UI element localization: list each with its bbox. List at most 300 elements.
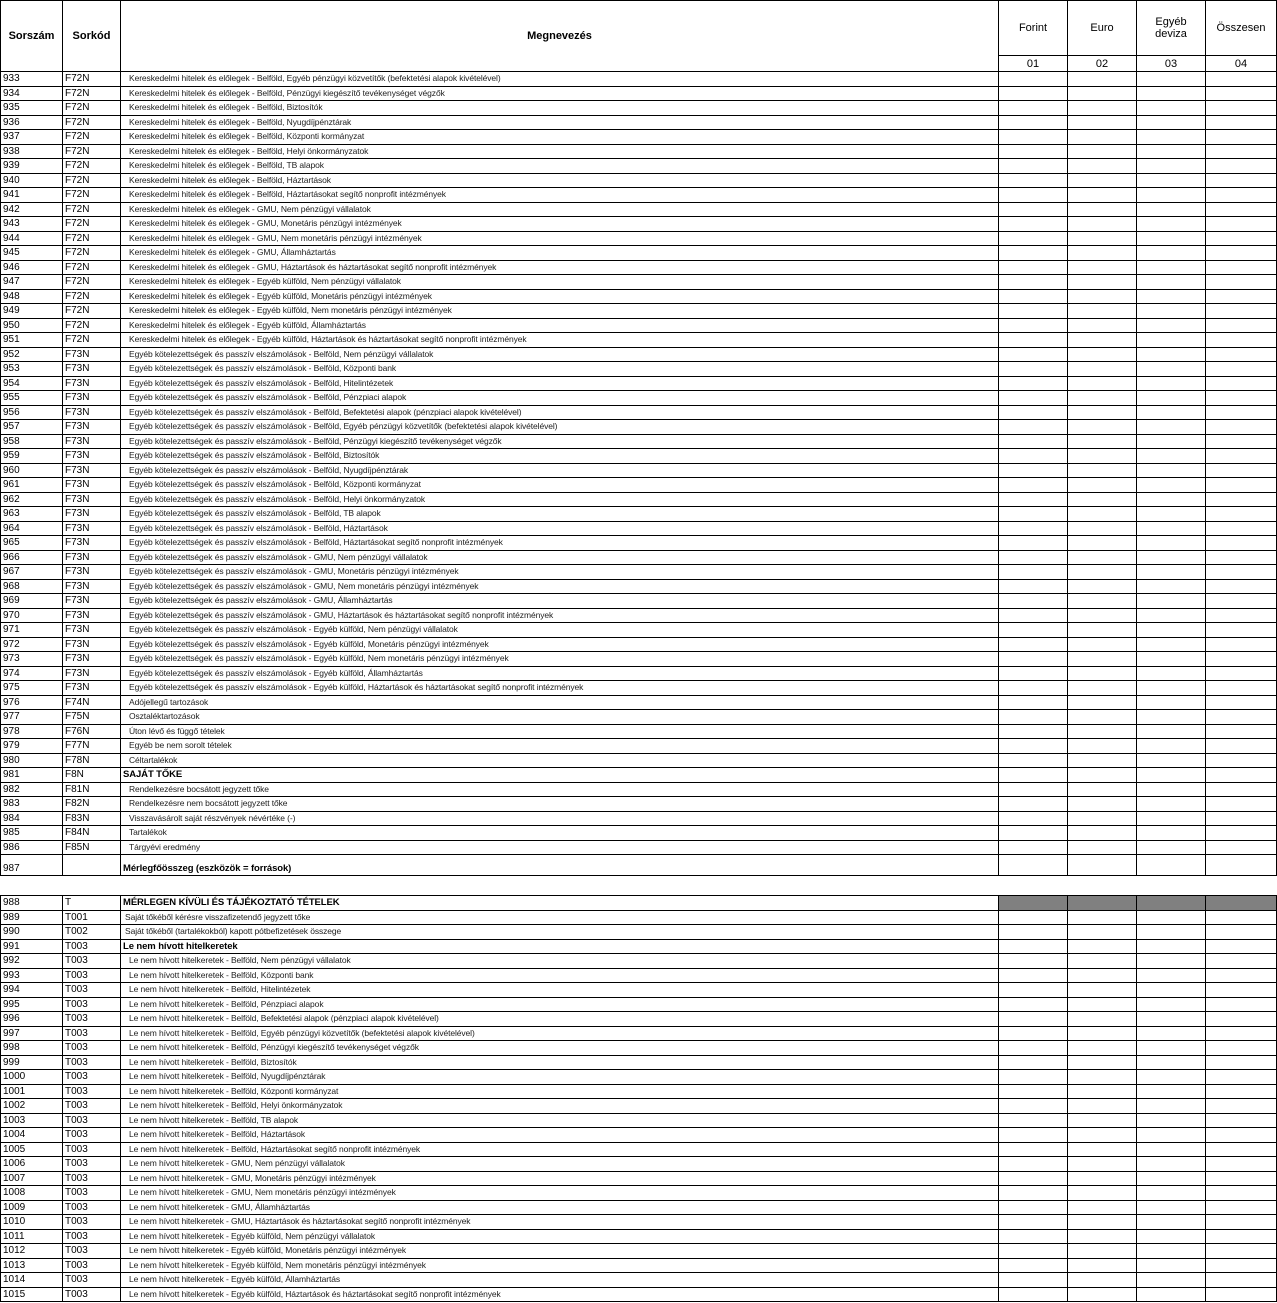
- value-cell[interactable]: [1206, 1099, 1277, 1114]
- value-cell[interactable]: [1137, 710, 1206, 725]
- value-cell[interactable]: [999, 333, 1068, 348]
- value-cell[interactable]: [1068, 1128, 1137, 1143]
- value-cell[interactable]: [1068, 1273, 1137, 1288]
- value-cell[interactable]: [1068, 434, 1137, 449]
- value-cell[interactable]: [999, 724, 1068, 739]
- value-cell[interactable]: [1137, 753, 1206, 768]
- value-cell[interactable]: [1068, 260, 1137, 275]
- value-cell[interactable]: [999, 1273, 1068, 1288]
- value-cell[interactable]: [1137, 1244, 1206, 1259]
- value-cell[interactable]: [999, 347, 1068, 362]
- value-cell[interactable]: [1068, 144, 1137, 159]
- value-cell[interactable]: [999, 608, 1068, 623]
- value-cell[interactable]: [1068, 695, 1137, 710]
- value-cell[interactable]: [1137, 391, 1206, 406]
- value-cell[interactable]: [1206, 159, 1277, 174]
- value-cell[interactable]: [1137, 1287, 1206, 1302]
- value-cell[interactable]: [1137, 1200, 1206, 1215]
- value-cell[interactable]: [1137, 1258, 1206, 1273]
- value-cell[interactable]: [1068, 72, 1137, 87]
- value-cell[interactable]: [999, 289, 1068, 304]
- value-cell[interactable]: [1137, 304, 1206, 319]
- value-cell[interactable]: [1068, 939, 1137, 954]
- value-cell[interactable]: [1206, 782, 1277, 797]
- value-cell[interactable]: [1068, 173, 1137, 188]
- value-cell[interactable]: [1206, 1084, 1277, 1099]
- value-cell[interactable]: [999, 217, 1068, 232]
- value-cell[interactable]: [999, 1012, 1068, 1027]
- value-cell[interactable]: [1068, 1084, 1137, 1099]
- value-cell[interactable]: [1137, 724, 1206, 739]
- value-cell[interactable]: [1206, 101, 1277, 116]
- value-cell[interactable]: [1137, 925, 1206, 940]
- value-cell[interactable]: [1206, 333, 1277, 348]
- value-cell[interactable]: [1068, 101, 1137, 116]
- value-cell[interactable]: [1068, 449, 1137, 464]
- value-cell[interactable]: [999, 1200, 1068, 1215]
- value-cell[interactable]: [1137, 954, 1206, 969]
- value-cell[interactable]: [999, 695, 1068, 710]
- value-cell[interactable]: [999, 1229, 1068, 1244]
- value-cell[interactable]: [999, 797, 1068, 812]
- value-cell[interactable]: [999, 1113, 1068, 1128]
- value-cell[interactable]: [1137, 115, 1206, 130]
- value-cell[interactable]: [1068, 1070, 1137, 1085]
- value-cell[interactable]: [999, 188, 1068, 203]
- value-cell[interactable]: [1068, 1099, 1137, 1114]
- value-cell[interactable]: [999, 1142, 1068, 1157]
- value-cell[interactable]: [1137, 1273, 1206, 1288]
- value-cell[interactable]: [1068, 997, 1137, 1012]
- value-cell[interactable]: [1206, 954, 1277, 969]
- value-cell[interactable]: [1206, 420, 1277, 435]
- value-cell[interactable]: [999, 939, 1068, 954]
- value-cell[interactable]: [1068, 521, 1137, 536]
- value-cell[interactable]: [1137, 275, 1206, 290]
- value-cell[interactable]: [999, 72, 1068, 87]
- value-cell[interactable]: [1068, 782, 1137, 797]
- value-cell[interactable]: [1206, 347, 1277, 362]
- value-cell[interactable]: [1206, 130, 1277, 145]
- value-cell[interactable]: [1137, 1084, 1206, 1099]
- value-cell[interactable]: [1068, 246, 1137, 261]
- value-cell[interactable]: [1137, 997, 1206, 1012]
- value-cell[interactable]: [1206, 188, 1277, 203]
- value-cell[interactable]: [1137, 1041, 1206, 1056]
- value-cell[interactable]: [999, 954, 1068, 969]
- value-cell[interactable]: [1068, 318, 1137, 333]
- value-cell[interactable]: [1206, 521, 1277, 536]
- value-cell[interactable]: [1137, 72, 1206, 87]
- value-cell[interactable]: [1206, 710, 1277, 725]
- value-cell[interactable]: [1137, 536, 1206, 551]
- value-cell[interactable]: [1206, 405, 1277, 420]
- value-cell[interactable]: [1137, 565, 1206, 580]
- value-cell[interactable]: [1206, 144, 1277, 159]
- value-cell[interactable]: [1206, 246, 1277, 261]
- value-cell[interactable]: [1206, 86, 1277, 101]
- value-cell[interactable]: [1137, 1215, 1206, 1230]
- value-cell[interactable]: [1206, 1157, 1277, 1172]
- value-cell[interactable]: [1206, 376, 1277, 391]
- value-cell[interactable]: [1068, 231, 1137, 246]
- value-cell[interactable]: [999, 910, 1068, 925]
- value-cell[interactable]: [1206, 939, 1277, 954]
- value-cell[interactable]: [1068, 130, 1137, 145]
- value-cell[interactable]: [1068, 1229, 1137, 1244]
- value-cell[interactable]: [1137, 811, 1206, 826]
- value-cell[interactable]: [1068, 492, 1137, 507]
- value-cell[interactable]: [999, 362, 1068, 377]
- value-cell[interactable]: [1068, 724, 1137, 739]
- value-cell[interactable]: [999, 144, 1068, 159]
- value-cell[interactable]: [999, 420, 1068, 435]
- value-cell[interactable]: [1137, 594, 1206, 609]
- value-cell[interactable]: [1137, 1113, 1206, 1128]
- value-cell[interactable]: [999, 1070, 1068, 1085]
- value-cell[interactable]: [999, 463, 1068, 478]
- value-cell[interactable]: [999, 1099, 1068, 1114]
- value-cell[interactable]: [1068, 797, 1137, 812]
- value-cell[interactable]: [999, 246, 1068, 261]
- value-cell[interactable]: [1137, 333, 1206, 348]
- value-cell[interactable]: [1068, 896, 1137, 911]
- value-cell[interactable]: [1068, 536, 1137, 551]
- value-cell[interactable]: [1206, 1142, 1277, 1157]
- value-cell[interactable]: [999, 983, 1068, 998]
- value-cell[interactable]: [1068, 594, 1137, 609]
- value-cell[interactable]: [1206, 1229, 1277, 1244]
- value-cell[interactable]: [1068, 347, 1137, 362]
- value-cell[interactable]: [1137, 695, 1206, 710]
- value-cell[interactable]: [1137, 826, 1206, 841]
- value-cell[interactable]: [1206, 637, 1277, 652]
- value-cell[interactable]: [1206, 72, 1277, 87]
- value-cell[interactable]: [1137, 144, 1206, 159]
- value-cell[interactable]: [999, 550, 1068, 565]
- value-cell[interactable]: [1206, 968, 1277, 983]
- value-cell[interactable]: [1206, 695, 1277, 710]
- value-cell[interactable]: [999, 391, 1068, 406]
- value-cell[interactable]: [999, 1258, 1068, 1273]
- value-cell[interactable]: [1137, 1026, 1206, 1041]
- value-cell[interactable]: [999, 753, 1068, 768]
- value-cell[interactable]: [1068, 1200, 1137, 1215]
- value-cell[interactable]: [1068, 681, 1137, 696]
- value-cell[interactable]: [1206, 449, 1277, 464]
- value-cell[interactable]: [1137, 1128, 1206, 1143]
- value-cell[interactable]: [1206, 1128, 1277, 1143]
- value-cell[interactable]: [1206, 896, 1277, 911]
- value-cell[interactable]: [1137, 1099, 1206, 1114]
- value-cell[interactable]: [999, 710, 1068, 725]
- value-cell[interactable]: [999, 115, 1068, 130]
- value-cell[interactable]: [1206, 1258, 1277, 1273]
- value-cell[interactable]: [1068, 768, 1137, 783]
- value-cell[interactable]: [1068, 652, 1137, 667]
- value-cell[interactable]: [1068, 840, 1137, 855]
- value-cell[interactable]: [999, 652, 1068, 667]
- value-cell[interactable]: [999, 666, 1068, 681]
- value-cell[interactable]: [1206, 115, 1277, 130]
- value-cell[interactable]: [1068, 376, 1137, 391]
- value-cell[interactable]: [1068, 826, 1137, 841]
- value-cell[interactable]: [1137, 637, 1206, 652]
- value-cell[interactable]: [1206, 681, 1277, 696]
- value-cell[interactable]: [1068, 391, 1137, 406]
- value-cell[interactable]: [1068, 289, 1137, 304]
- value-cell[interactable]: [999, 826, 1068, 841]
- value-cell[interactable]: [1068, 925, 1137, 940]
- value-cell[interactable]: [1137, 217, 1206, 232]
- value-cell[interactable]: [1206, 983, 1277, 998]
- value-cell[interactable]: [1137, 231, 1206, 246]
- value-cell[interactable]: [1137, 739, 1206, 754]
- value-cell[interactable]: [999, 101, 1068, 116]
- value-cell[interactable]: [1137, 405, 1206, 420]
- value-cell[interactable]: [1206, 910, 1277, 925]
- value-cell[interactable]: [1137, 608, 1206, 623]
- value-cell[interactable]: [1068, 608, 1137, 623]
- value-cell[interactable]: [1137, 434, 1206, 449]
- value-cell[interactable]: [999, 478, 1068, 493]
- value-cell[interactable]: [1206, 811, 1277, 826]
- value-cell[interactable]: [1068, 507, 1137, 522]
- value-cell[interactable]: [1137, 130, 1206, 145]
- value-cell[interactable]: [1206, 318, 1277, 333]
- value-cell[interactable]: [1206, 1287, 1277, 1302]
- value-cell[interactable]: [1206, 724, 1277, 739]
- value-cell[interactable]: [1206, 202, 1277, 217]
- value-cell[interactable]: [1068, 565, 1137, 580]
- value-cell[interactable]: [999, 86, 1068, 101]
- value-cell[interactable]: [1206, 463, 1277, 478]
- value-cell[interactable]: [999, 536, 1068, 551]
- value-cell[interactable]: [1137, 983, 1206, 998]
- value-cell[interactable]: [1206, 623, 1277, 638]
- value-cell[interactable]: [1068, 739, 1137, 754]
- value-cell[interactable]: [1206, 391, 1277, 406]
- value-cell[interactable]: [1068, 983, 1137, 998]
- value-cell[interactable]: [999, 782, 1068, 797]
- value-cell[interactable]: [1137, 666, 1206, 681]
- value-cell[interactable]: [1137, 101, 1206, 116]
- value-cell[interactable]: [999, 434, 1068, 449]
- value-cell[interactable]: [1068, 1026, 1137, 1041]
- value-cell[interactable]: [1068, 1244, 1137, 1259]
- value-cell[interactable]: [999, 202, 1068, 217]
- value-cell[interactable]: [999, 1084, 1068, 1099]
- value-cell[interactable]: [999, 275, 1068, 290]
- value-cell[interactable]: [1137, 521, 1206, 536]
- value-cell[interactable]: [1068, 1012, 1137, 1027]
- value-cell[interactable]: [1206, 997, 1277, 1012]
- value-cell[interactable]: [1068, 753, 1137, 768]
- value-cell[interactable]: [999, 1186, 1068, 1201]
- value-cell[interactable]: [999, 681, 1068, 696]
- value-cell[interactable]: [1137, 681, 1206, 696]
- value-cell[interactable]: [1068, 115, 1137, 130]
- value-cell[interactable]: [1068, 1171, 1137, 1186]
- value-cell[interactable]: [999, 968, 1068, 983]
- value-cell[interactable]: [1068, 463, 1137, 478]
- value-cell[interactable]: [999, 1128, 1068, 1143]
- value-cell[interactable]: [1206, 1273, 1277, 1288]
- value-cell[interactable]: [1206, 739, 1277, 754]
- value-cell[interactable]: [1206, 173, 1277, 188]
- value-cell[interactable]: [1206, 855, 1277, 876]
- value-cell[interactable]: [1206, 1055, 1277, 1070]
- value-cell[interactable]: [1206, 550, 1277, 565]
- value-cell[interactable]: [1137, 1070, 1206, 1085]
- value-cell[interactable]: [1137, 347, 1206, 362]
- value-cell[interactable]: [1206, 1041, 1277, 1056]
- value-cell[interactable]: [1206, 1070, 1277, 1085]
- value-cell[interactable]: [1206, 1113, 1277, 1128]
- value-cell[interactable]: [1137, 449, 1206, 464]
- value-cell[interactable]: [999, 739, 1068, 754]
- value-cell[interactable]: [999, 492, 1068, 507]
- value-cell[interactable]: [1206, 768, 1277, 783]
- value-cell[interactable]: [999, 840, 1068, 855]
- value-cell[interactable]: [1206, 666, 1277, 681]
- value-cell[interactable]: [999, 925, 1068, 940]
- value-cell[interactable]: [1068, 333, 1137, 348]
- value-cell[interactable]: [1068, 910, 1137, 925]
- value-cell[interactable]: [1068, 1113, 1137, 1128]
- value-cell[interactable]: [1137, 910, 1206, 925]
- value-cell[interactable]: [999, 304, 1068, 319]
- value-cell[interactable]: [1206, 231, 1277, 246]
- value-cell[interactable]: [1206, 652, 1277, 667]
- value-cell[interactable]: [1206, 565, 1277, 580]
- value-cell[interactable]: [1137, 579, 1206, 594]
- value-cell[interactable]: [999, 1055, 1068, 1070]
- value-cell[interactable]: [1137, 376, 1206, 391]
- value-cell[interactable]: [999, 260, 1068, 275]
- value-cell[interactable]: [999, 449, 1068, 464]
- value-cell[interactable]: [999, 1041, 1068, 1056]
- value-cell[interactable]: [1068, 637, 1137, 652]
- value-cell[interactable]: [1206, 275, 1277, 290]
- value-cell[interactable]: [1206, 304, 1277, 319]
- value-cell[interactable]: [1068, 217, 1137, 232]
- value-cell[interactable]: [1137, 318, 1206, 333]
- value-cell[interactable]: [1137, 362, 1206, 377]
- value-cell[interactable]: [1206, 1171, 1277, 1186]
- value-cell[interactable]: [1068, 1287, 1137, 1302]
- value-cell[interactable]: [999, 811, 1068, 826]
- value-cell[interactable]: [1137, 797, 1206, 812]
- value-cell[interactable]: [1206, 608, 1277, 623]
- value-cell[interactable]: [1137, 896, 1206, 911]
- value-cell[interactable]: [1068, 579, 1137, 594]
- value-cell[interactable]: [1068, 1186, 1137, 1201]
- value-cell[interactable]: [1137, 550, 1206, 565]
- value-cell[interactable]: [1068, 405, 1137, 420]
- value-cell[interactable]: [999, 231, 1068, 246]
- value-cell[interactable]: [999, 637, 1068, 652]
- value-cell[interactable]: [1068, 86, 1137, 101]
- value-cell[interactable]: [999, 159, 1068, 174]
- value-cell[interactable]: [1137, 420, 1206, 435]
- value-cell[interactable]: [1137, 768, 1206, 783]
- value-cell[interactable]: [1206, 1186, 1277, 1201]
- value-cell[interactable]: [1137, 260, 1206, 275]
- value-cell[interactable]: [1206, 492, 1277, 507]
- value-cell[interactable]: [1068, 1215, 1137, 1230]
- value-cell[interactable]: [1068, 1258, 1137, 1273]
- value-cell[interactable]: [1137, 1142, 1206, 1157]
- value-cell[interactable]: [1068, 420, 1137, 435]
- value-cell[interactable]: [1068, 666, 1137, 681]
- value-cell[interactable]: [1206, 840, 1277, 855]
- value-cell[interactable]: [1206, 1012, 1277, 1027]
- value-cell[interactable]: [1137, 507, 1206, 522]
- value-cell[interactable]: [1206, 362, 1277, 377]
- value-cell[interactable]: [1137, 173, 1206, 188]
- value-cell[interactable]: [999, 594, 1068, 609]
- value-cell[interactable]: [1137, 782, 1206, 797]
- value-cell[interactable]: [1137, 289, 1206, 304]
- value-cell[interactable]: [999, 768, 1068, 783]
- value-cell[interactable]: [1206, 536, 1277, 551]
- value-cell[interactable]: [999, 173, 1068, 188]
- value-cell[interactable]: [1137, 1186, 1206, 1201]
- value-cell[interactable]: [1068, 855, 1137, 876]
- value-cell[interactable]: [999, 1157, 1068, 1172]
- value-cell[interactable]: [1137, 1012, 1206, 1027]
- value-cell[interactable]: [1068, 159, 1137, 174]
- value-cell[interactable]: [1068, 623, 1137, 638]
- value-cell[interactable]: [1206, 797, 1277, 812]
- value-cell[interactable]: [999, 405, 1068, 420]
- value-cell[interactable]: [1137, 246, 1206, 261]
- value-cell[interactable]: [1137, 478, 1206, 493]
- value-cell[interactable]: [1137, 1157, 1206, 1172]
- value-cell[interactable]: [1137, 492, 1206, 507]
- value-cell[interactable]: [1137, 968, 1206, 983]
- value-cell[interactable]: [999, 855, 1068, 876]
- value-cell[interactable]: [999, 1215, 1068, 1230]
- value-cell[interactable]: [999, 1244, 1068, 1259]
- value-cell[interactable]: [1068, 1055, 1137, 1070]
- value-cell[interactable]: [1206, 434, 1277, 449]
- value-cell[interactable]: [1068, 1041, 1137, 1056]
- value-cell[interactable]: [1206, 260, 1277, 275]
- value-cell[interactable]: [1137, 1171, 1206, 1186]
- value-cell[interactable]: [1206, 1026, 1277, 1041]
- value-cell[interactable]: [1206, 478, 1277, 493]
- value-cell[interactable]: [1068, 188, 1137, 203]
- value-cell[interactable]: [1068, 550, 1137, 565]
- value-cell[interactable]: [1137, 939, 1206, 954]
- value-cell[interactable]: [1137, 1229, 1206, 1244]
- value-cell[interactable]: [999, 896, 1068, 911]
- value-cell[interactable]: [999, 318, 1068, 333]
- value-cell[interactable]: [1206, 826, 1277, 841]
- value-cell[interactable]: [1068, 478, 1137, 493]
- value-cell[interactable]: [1068, 968, 1137, 983]
- value-cell[interactable]: [1206, 217, 1277, 232]
- value-cell[interactable]: [999, 1287, 1068, 1302]
- value-cell[interactable]: [999, 507, 1068, 522]
- value-cell[interactable]: [999, 1171, 1068, 1186]
- value-cell[interactable]: [1137, 86, 1206, 101]
- value-cell[interactable]: [999, 521, 1068, 536]
- value-cell[interactable]: [1137, 159, 1206, 174]
- value-cell[interactable]: [1068, 1157, 1137, 1172]
